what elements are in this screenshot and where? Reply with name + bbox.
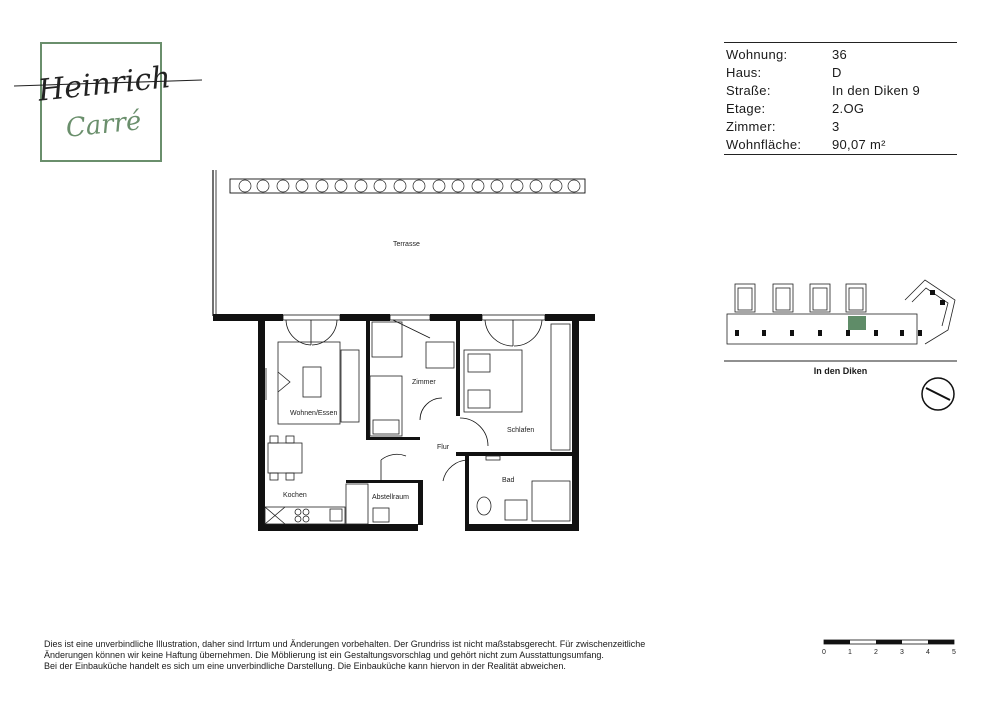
- site-plan-caption: In den Diken: [813, 366, 868, 376]
- planter-plants: [239, 180, 580, 192]
- room-label-bath: Bad: [502, 477, 515, 484]
- floor-plan: [205, 165, 595, 540]
- info-row: Haus: D: [726, 64, 842, 80]
- logo-signature: [14, 42, 204, 172]
- room-label-living: Wohnen/Essen: [290, 410, 338, 417]
- scale-tick: 1: [848, 649, 852, 656]
- scale-tick: 3: [900, 649, 904, 656]
- room-label-kitchen: Kochen: [283, 492, 307, 499]
- apartment-info-table: [724, 42, 957, 155]
- info-row: Wohnung: 36: [726, 46, 848, 62]
- brand-logo: [36, 42, 173, 162]
- room-label-hall: Flur: [437, 444, 450, 451]
- scale-bar: [820, 638, 960, 658]
- info-row: Straße: In den Diken 9: [726, 82, 921, 98]
- info-row: Zimmer: 3: [726, 118, 840, 134]
- room-label-terrace: Terrasse: [393, 241, 420, 248]
- logo-word-2: Carré: [64, 106, 143, 144]
- info-row: Etage: 2.OG: [726, 100, 865, 116]
- site-plan: [724, 268, 964, 363]
- logo-word-1: Heinrich: [36, 59, 173, 109]
- scale-tick: 2: [874, 649, 878, 656]
- room-label-bedroom: Schlafen: [507, 427, 535, 434]
- info-row: Wohnfläche: 90,07 m²: [726, 136, 886, 152]
- disclaimer-text: Dies ist eine unverbindliche Illustration, daher sind Irrtum und Änderungen vorbehalten. Der Grundriss ist nicht maßstabsgerecht. Für zwischenzeitliche Änderungen können wir keine Haftung übernehmen. Die Möblierung ist ein Gestaltungsvorschlag und gehört nicht zum Ausstattungsumfang. Bei der Einbauküche handelt es sich um eine unverbindliche Darstellung. Die Einbauküche kann hiervon in der Realität abweichen.: [44, 639, 646, 671]
- room-label-room: Zimmer: [412, 379, 436, 386]
- north-arrow-icon: [918, 374, 958, 414]
- highlighted-unit: [848, 316, 866, 330]
- furniture: [265, 322, 570, 524]
- scale-tick: 0: [822, 649, 826, 656]
- scale-tick: 5: [952, 649, 956, 656]
- scale-tick: 4: [926, 649, 930, 656]
- room-label-storage: Abstellraum: [372, 494, 409, 501]
